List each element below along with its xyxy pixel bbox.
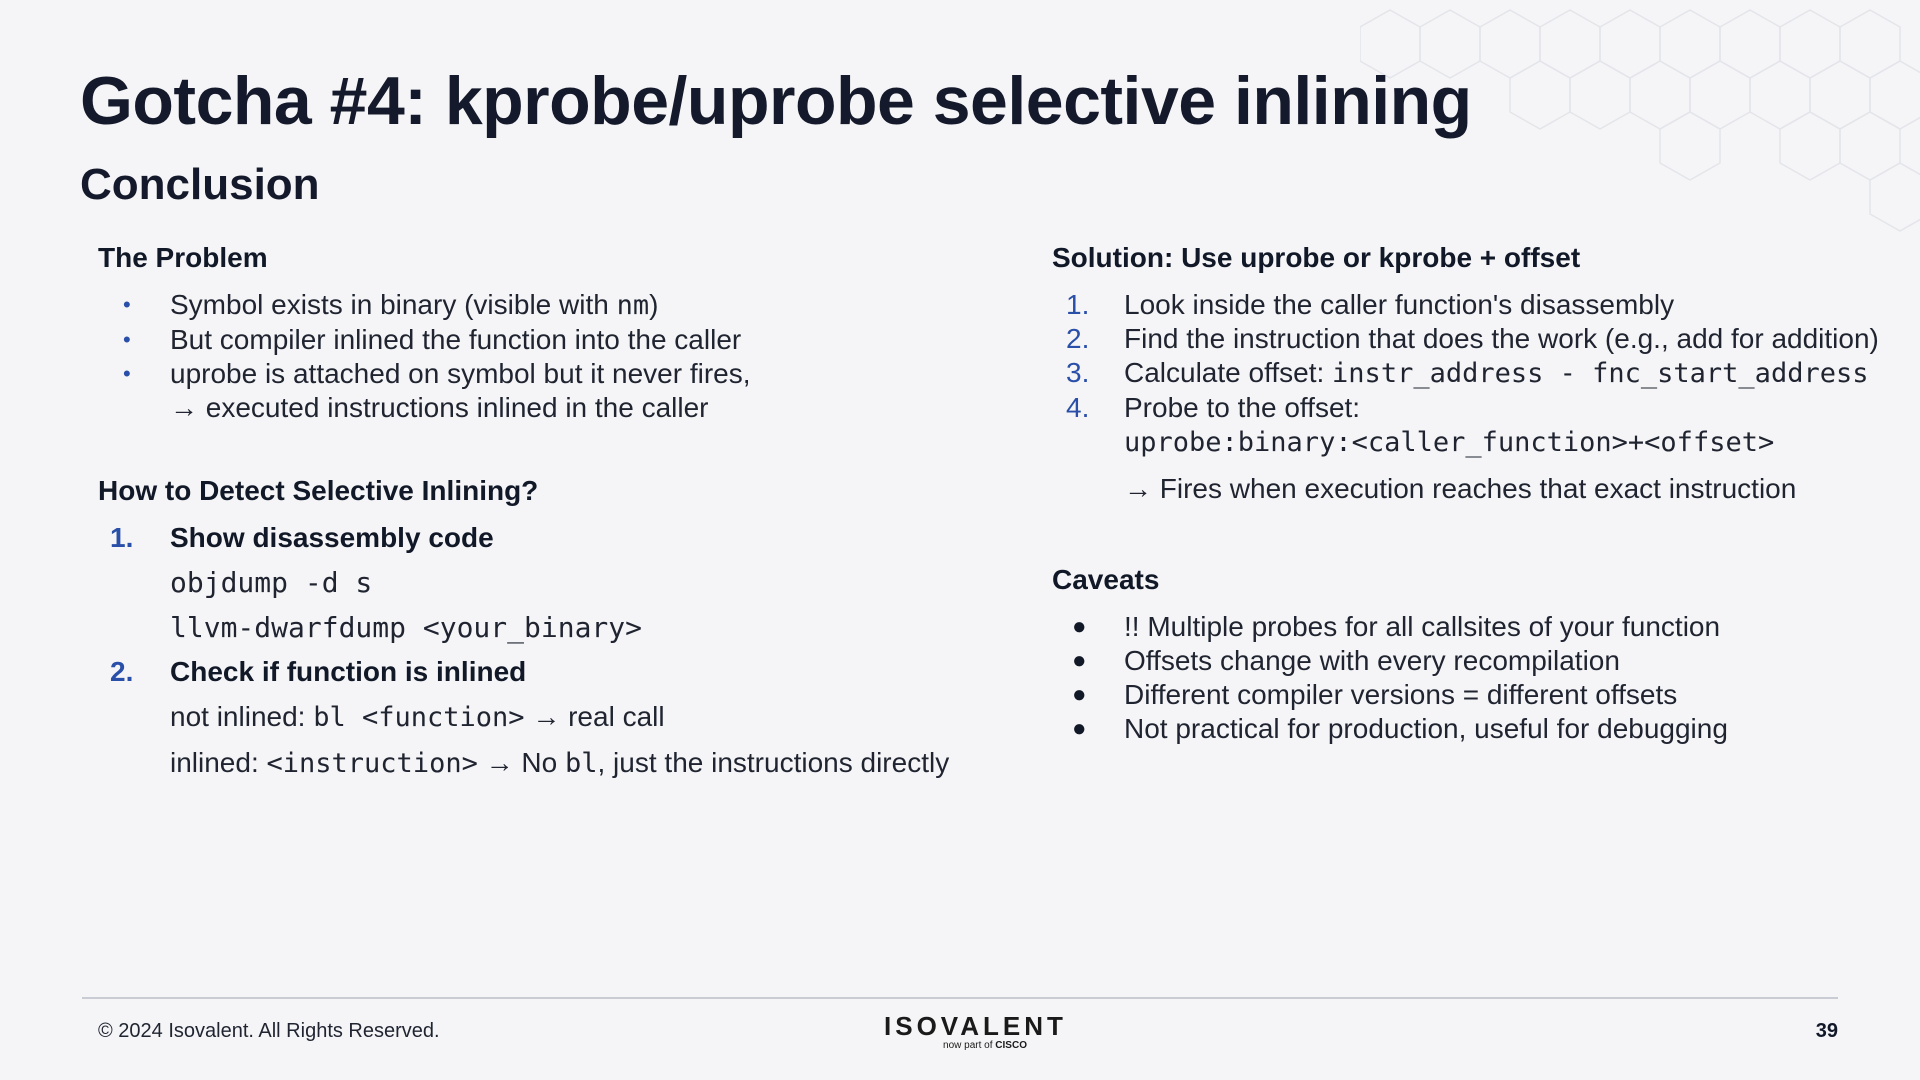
- inlined-line: inlined: <instruction> → No bl, just the instructions directly: [170, 747, 950, 779]
- uprobe-code: uprobe:binary:<caller_function>+<offset>: [1124, 427, 1775, 458]
- logo-wordmark: ISOVALENT: [884, 1011, 1067, 1041]
- list-item: ● Offsets change with every recompilation: [1072, 645, 1620, 676]
- isovalent-logo: [884, 1011, 1067, 1052]
- list-item: 4. Probe to the offset: uprobe:binary:<caller_function>+<offset>: [1066, 392, 1775, 458]
- solution-list: [1052, 288, 1912, 460]
- solution-note: → Fires when execution reaches that exact instruction: [1124, 473, 1797, 504]
- list-item: 3. Calculate offset: instr_address - fnc_start_address: [1066, 357, 1869, 389]
- step-number: 2.: [110, 656, 134, 687]
- step-number: 3.: [1066, 357, 1090, 388]
- caveats-list: [1052, 610, 1912, 746]
- step-number: 1.: [110, 522, 134, 553]
- bullet-dot-icon: ●: [1072, 647, 1087, 674]
- detect-step-1: 1. Show disassembly code: [110, 522, 494, 553]
- bullet-dot-icon: •: [123, 292, 131, 317]
- detect-heading: How to Detect Selective Inlining?: [98, 475, 539, 506]
- step-number: 1.: [1066, 289, 1090, 320]
- list-item: ● Different compiler versions = different offsets: [1072, 679, 1678, 710]
- list-item: 2. Find the instruction that does the work (e.g., add for addition): [1066, 323, 1879, 354]
- problem-continuation: → executed instructions inlined in the caller: [170, 392, 709, 423]
- bullet-dot-icon: •: [123, 327, 131, 352]
- problem-heading: The Problem: [98, 242, 268, 273]
- list-item: • Symbol exists in binary (visible with nm): [123, 289, 659, 321]
- not-inlined-line: not inlined: bl <function> → real call: [170, 701, 665, 733]
- list-item: • uprobe is attached on symbol but it never fires,: [123, 358, 751, 389]
- detect-step-2: 2. Check if function is inlined: [110, 656, 527, 687]
- list-item: • But compiler inlined the function into the caller: [123, 324, 742, 355]
- list-item: 1. Look inside the caller function's disassembly: [1066, 289, 1675, 320]
- copyright-text: © 2024 Isovalent. All Rights Reserved.: [98, 1020, 440, 1042]
- page-number: 39: [1815, 1020, 1838, 1042]
- slide-title: Gotcha #4: kprobe/uprobe selective inlining: [80, 63, 1472, 139]
- bullet-dot-icon: •: [123, 361, 131, 386]
- list-item: ● Not practical for production, useful for debugging: [1072, 713, 1728, 744]
- left-column: [98, 240, 998, 781]
- logo-tagline: now part of CISCO: [943, 1040, 1027, 1051]
- code-line: objdump -d s: [170, 566, 373, 599]
- problem-list: [98, 288, 998, 391]
- list-item: ● !! Multiple probes for all callsites of your function: [1072, 611, 1721, 642]
- solution-heading: Solution: Use uprobe or kprobe + offset: [1052, 242, 1581, 273]
- slide-subtitle: Conclusion: [80, 160, 320, 209]
- step-number: 4.: [1066, 392, 1090, 423]
- bullet-dot-icon: ●: [1072, 715, 1087, 742]
- footer-divider: [82, 997, 1838, 999]
- code-line: llvm-dwarfdump <your_binary>: [170, 611, 643, 644]
- bullet-dot-icon: ●: [1072, 613, 1087, 640]
- right-column: [1052, 240, 1912, 746]
- step-number: 2.: [1066, 323, 1090, 354]
- bullet-dot-icon: ●: [1072, 681, 1087, 708]
- caveats-heading: Caveats: [1052, 564, 1160, 595]
